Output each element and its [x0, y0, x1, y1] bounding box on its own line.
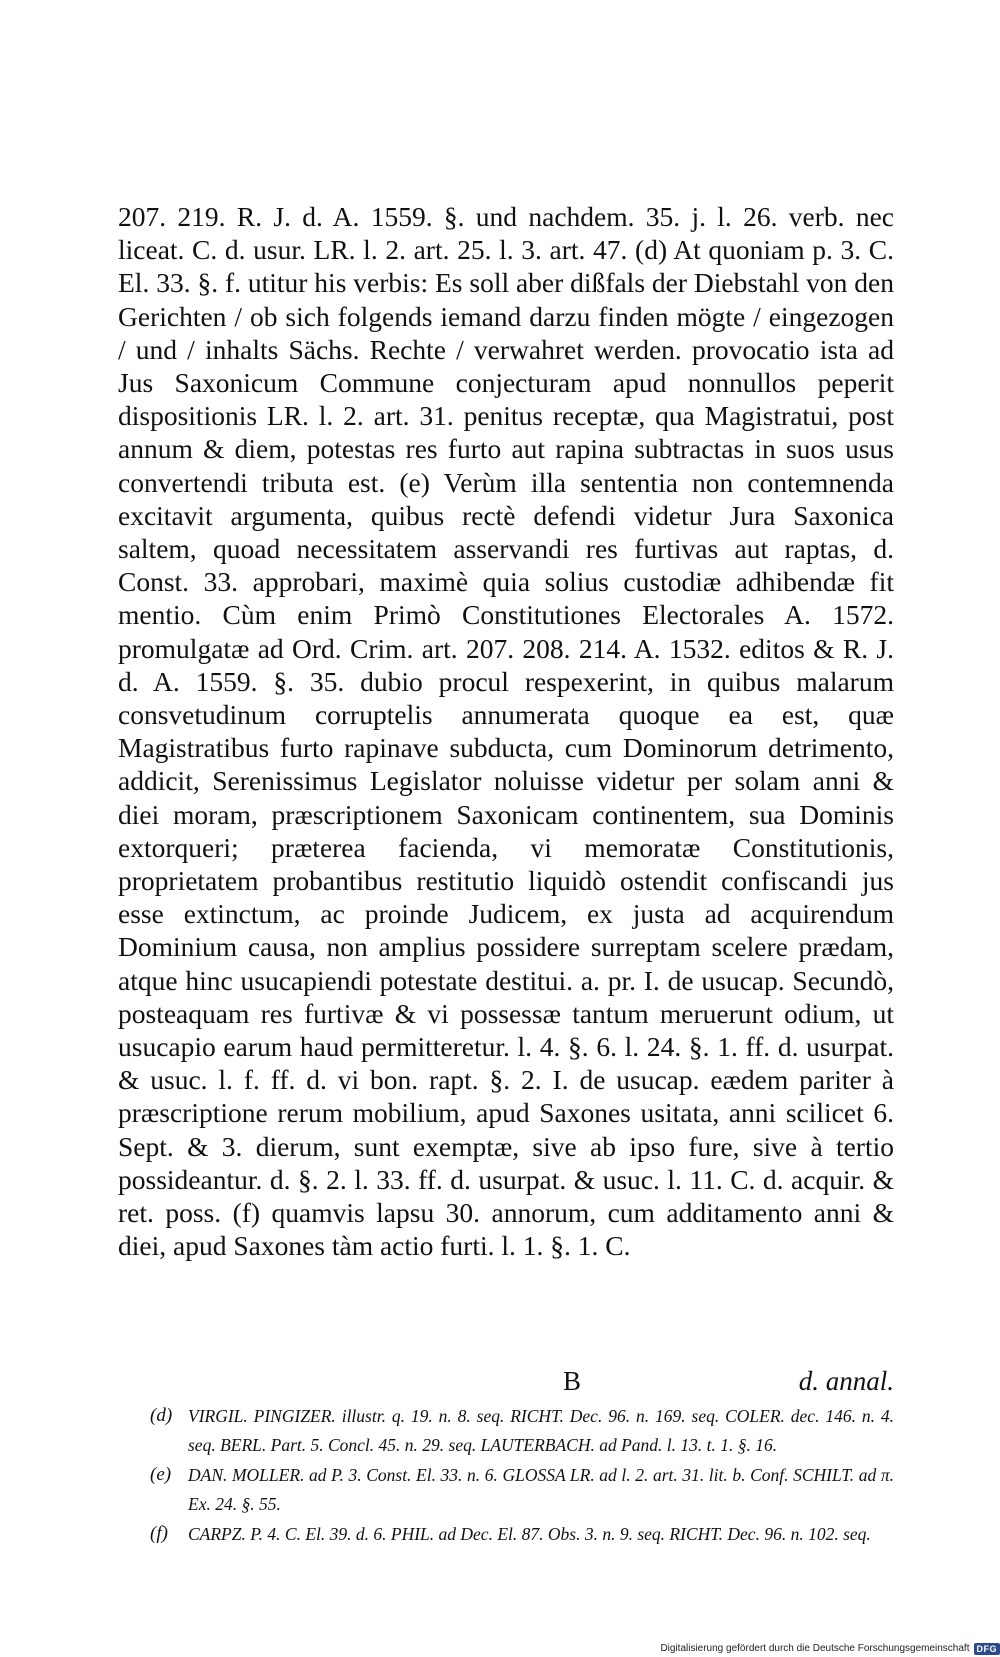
footnote-e: [150, 1461, 894, 1518]
footnote-text: VIRGIL. PINGIZER. illustr. q. 19. n. 8. seq. RICHT. Dec. 96. n. 169. seq. COLER. dec. 146. n. 4. seq. BERL. Part. 5. Concl. 45. n. 29. seq. LAUTERBACH. ad Pand. l. 13. t. 1. §. 16.: [188, 1406, 894, 1455]
digitization-footer: [660, 1640, 1000, 1657]
main-paragraph: 207. 219. R. J. d. A. 1559. §. und nachdem. 35. j. l. 26. verb. nec liceat. C. d. usur. LR. l. 2. art. 25. l. 3. art. 47. (d) At quoniam p. 3. C. El. 33. §. f. utitur his verbis: Es soll aber dißfals der Diebstahl von den Gerichten / ob sich folgends iemand darzu finden mögte / eingezogen / und / inhalts Sächs. Rechte / verwahret werden. provocatio ista ad Jus Saxonicum Commune conjecturam apud nonnullos peperit dispositionis LR. l. 2. art. 31. penitus receptæ, qua Magistratui, post annum & diem, potestas res furto aut rapina subtractas in suos usus convertendi tributa est. (e) Verùm illa sententia non contemnenda excitavit argumenta, quibus rectè defendi videtur Jura Saxonica saltem, quoad necessitatem asservandi res furtivas aut raptas, d. Const. 33. approbari, maximè quia solius custodiæ adhibendæ fit mentio. Cùm enim Primò Constitutiones Electorales A. 1572. promulgatæ ad Ord. Crim. art. 207. 208. 214. A. 1532. editos & R. J. d. A. 1559. §. 35. dubio procul respexerint, in quibus malarum consvetudinum corruptelis annumerata quoque ea est, quæ Magistratibus furto rapinave subducta, cum Dominorum detrimento, addicit, Serenissimus Legislator noluisse videtur per solam anni & diei moram, præscriptionem Saxonicam continentem, sua Dominis extorqueri; præterea facienda, vi memoratæ Constitutionis, proprietatem probantibus restitutio liquidò ostendit confiscandi jus esse extinctum, ac proinde Judicem, ex justa ad acquirendum Dominium causa, non amplius possidere surreptam scelere prædam, atque hinc usucapiendi potestate destitui. a. pr. I. de usucap. Secundò, posteaquam res furtivæ & vi possessæ tantum meruerunt odium, ut usucapio earum haud permitteretur. l. 4. §. 6. l. 24. §. 1. ff. d. usurpat. & usuc. l. f. ff. d. vi bon. rapt. §. 2. I. de usucap. eædem pariter à præscriptione rerum mobilium, apud Saxones usitata, anni scilicet 6. Sept. & 3. dierum, sunt exemptæ, sive ab ipso fure, sive à tertio possideantur. d. §. 2. l. 33. ff. d. usurpat. & usuc. l. 11. C. d. acquir. & ret. poss. (f) quamvis lapsu 30. annorum, cum additamento anni & diei, apud Saxones tàm actio furti. l. 1. §. 1. C.: [118, 201, 894, 1262]
footnote-f: [150, 1520, 894, 1549]
footer-credit: Digitalisierung gefördert durch die Deutsche Forschungsgemeinschaft: [660, 1643, 970, 1654]
footnote-text: DAN. MOLLER. ad P. 3. Const. El. 33. n. 6. GLOSSA LR. ad l. 2. art. 31. lit. b. Conf. SCHILT. ad π. Ex. 24. §. 55.: [188, 1465, 894, 1514]
footnote-d: [150, 1402, 894, 1459]
catchword: d. annal.: [798, 1366, 894, 1396]
signature-line: [118, 1366, 894, 1400]
signature-mark: B: [563, 1366, 582, 1396]
footnote-text: CARPZ. P. 4. C. El. 39. d. 6. PHIL. ad Dec. El. 87. Obs. 3. n. 9. seq. RICHT. Dec. 96. n. 102. seq.: [188, 1524, 871, 1544]
main-text-block: [118, 200, 894, 1263]
footnote-mark: (d): [150, 1405, 173, 1426]
footnote-mark: (e): [150, 1464, 172, 1485]
footnotes: [150, 1402, 894, 1551]
dfg-logo-icon: DFG: [974, 1643, 1000, 1655]
footnote-mark: (f): [150, 1523, 168, 1544]
